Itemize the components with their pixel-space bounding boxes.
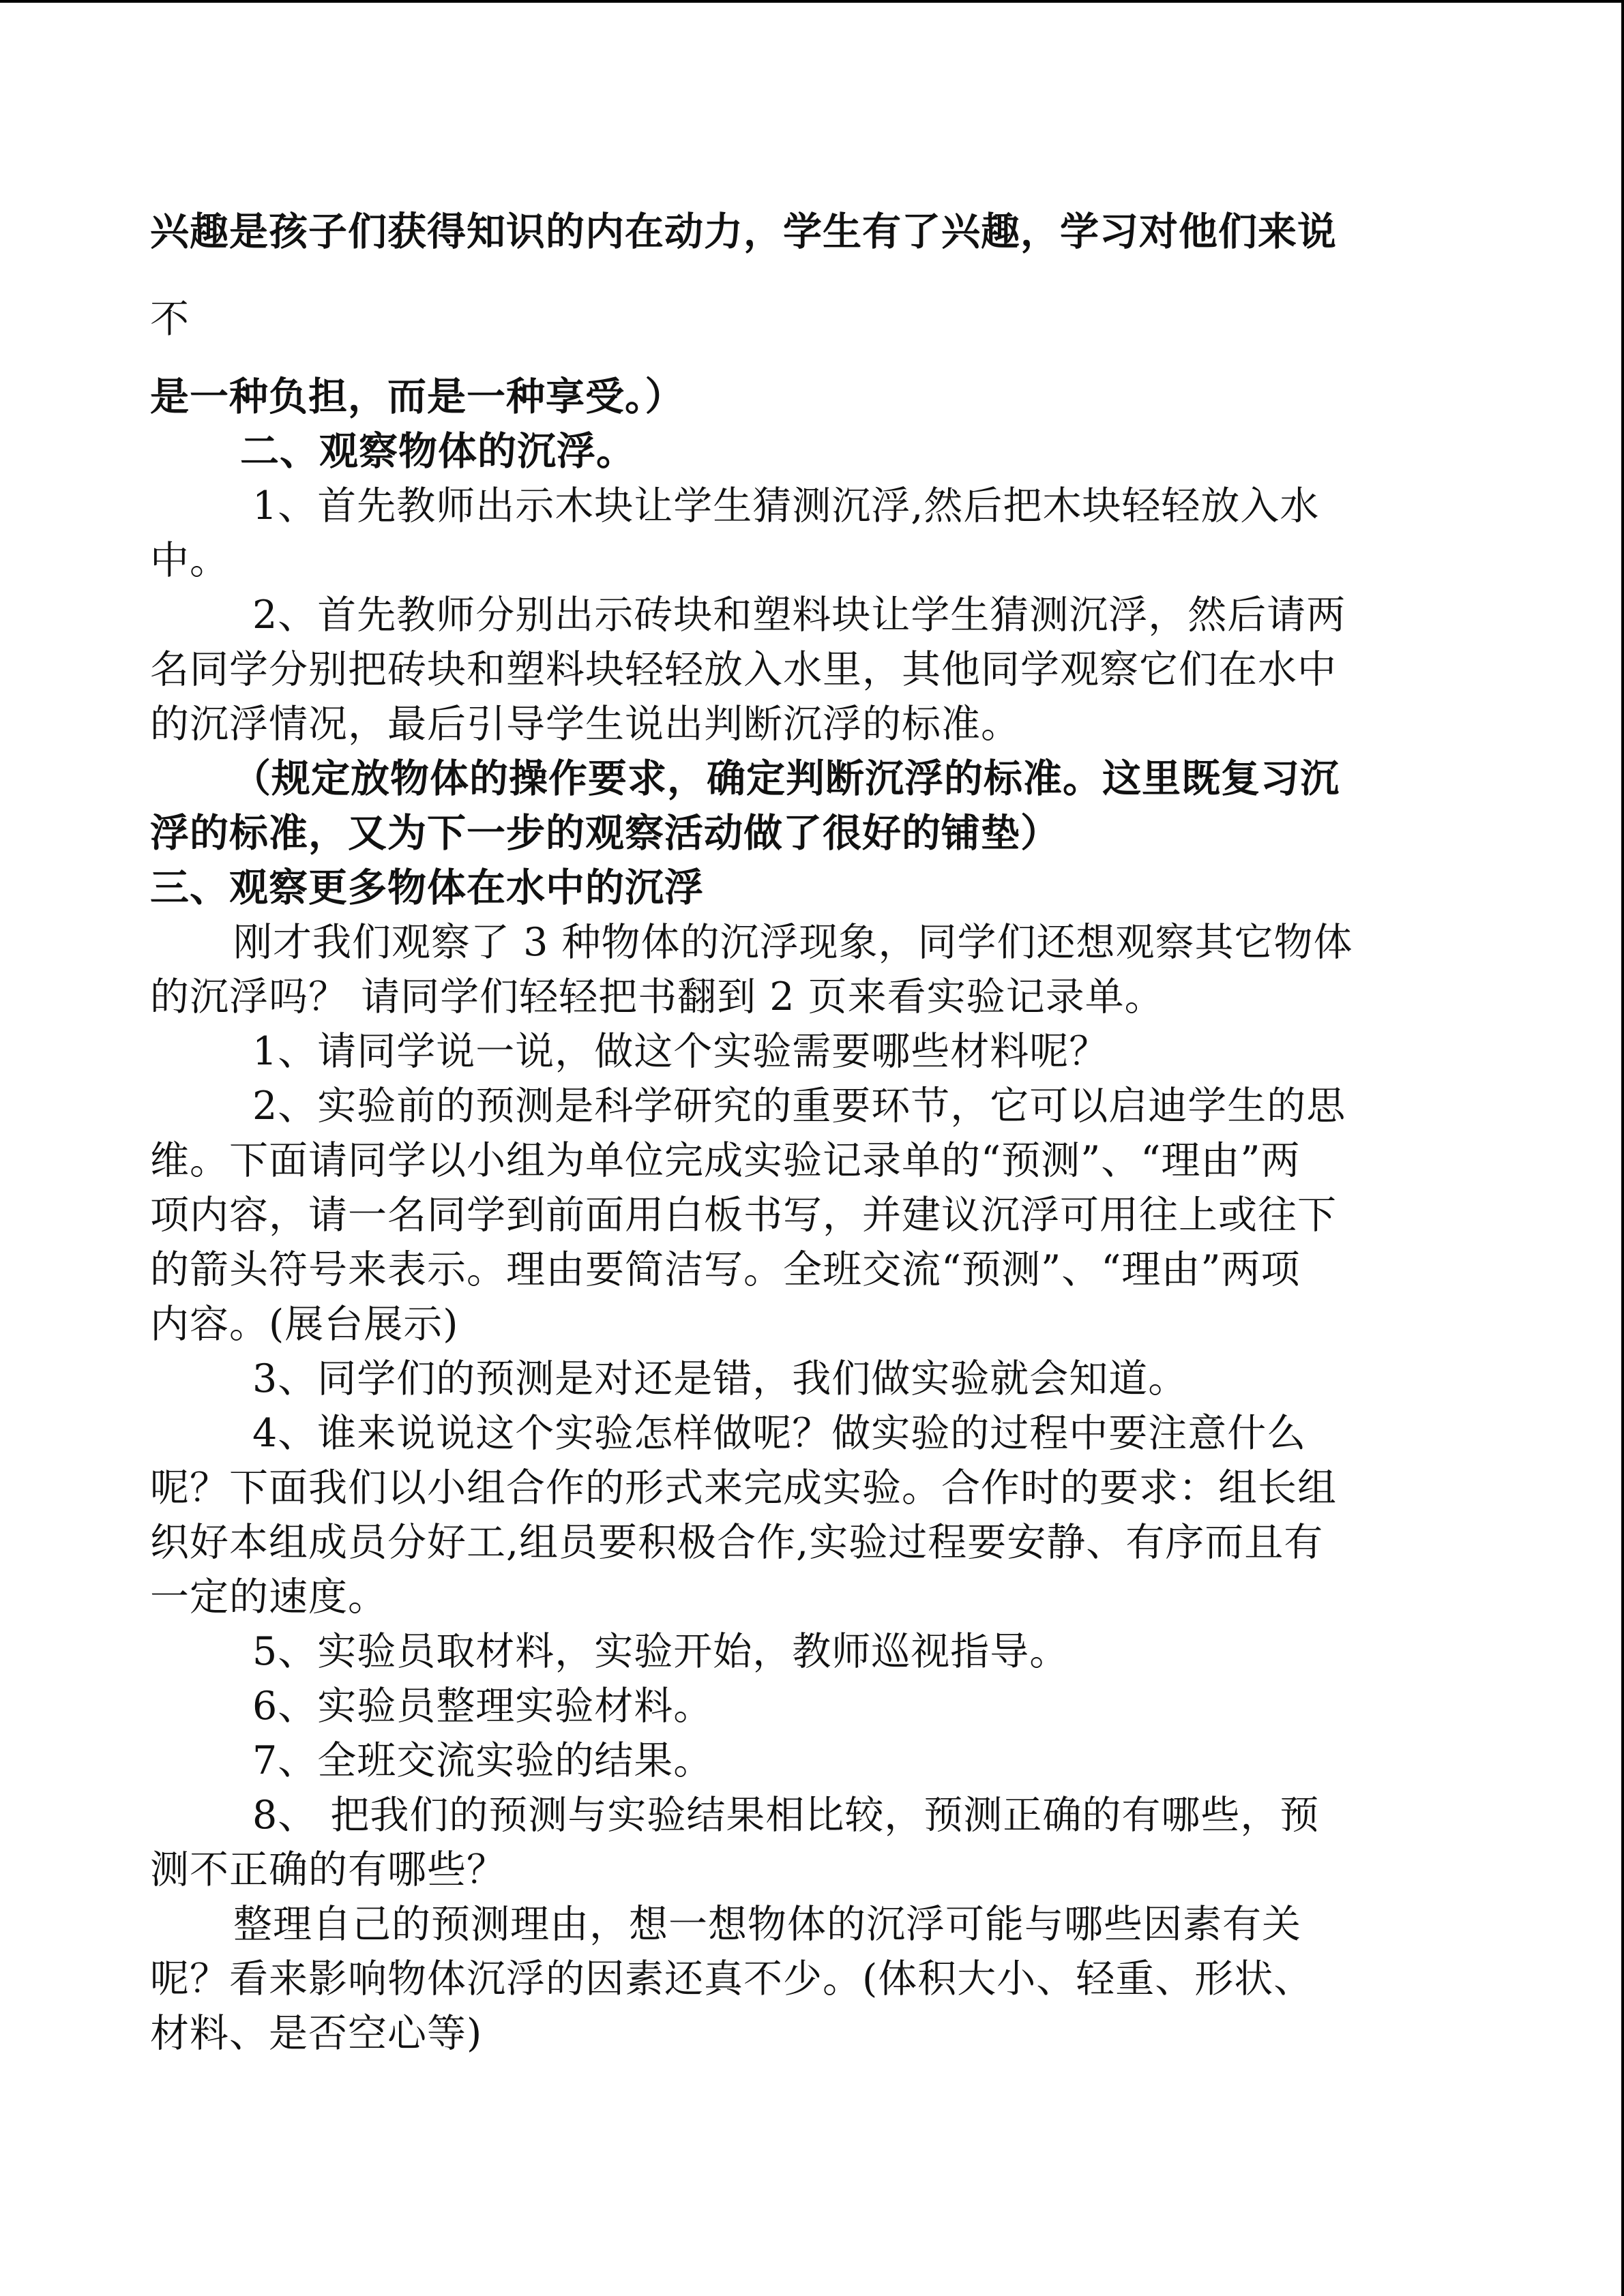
s3-paragraph1-line-a: 刚才我们观察了 3 种物体的沉浮现象，同学们还想观察其它物体 xyxy=(233,920,1353,965)
s3-item2-line-e: 内容。(展台展示) xyxy=(150,1302,459,1347)
s3-item5-line: 5、实验员取材料，实验开始，教师巡视指导。 xyxy=(252,1629,1069,1674)
s2-item1-line-a: 1、首先教师出示木块让学生猜测沉浮,然后把木块轻轻放入水 xyxy=(252,483,1320,528)
s2-item2-line-c: 的沉浮情况，最后引导学生说出判断沉浮的标准。 xyxy=(150,702,1020,747)
s3-item8-line-b: 测不正确的有哪些？ xyxy=(150,1847,506,1892)
s3-item2-line-c: 项内容，请一名同学到前面用白板书写，并建议沉浮可用往上或往下 xyxy=(150,1193,1337,1238)
s3-paragraph2-line-a: 整理自己的预测理由，想一想物体的沉浮可能与哪些因素有关 xyxy=(233,1902,1301,1947)
s3-item2-line-a: 2、实验前的预测是科学研究的重要环节，它可以启迪学生的思 xyxy=(252,1084,1346,1129)
s3-item2-line-d: 的箭头符号来表示。理由要简洁写。全班交流“预测”、“理由”两项 xyxy=(150,1247,1301,1292)
s3-item7-line: 7、全班交流实验的结果。 xyxy=(252,1738,713,1783)
intro-line-2: 不 xyxy=(150,297,190,342)
s3-paragraph1-line-b: 的沉浮吗？ 请同学们轻轻把书翻到 2 页来看实验记录单。 xyxy=(150,974,1164,1019)
s3-item8-line-a: 8、 把我们的预测与实验结果相比较，预测正确的有哪些，预 xyxy=(252,1793,1320,1838)
s3-paragraph2-line-c: 材料、是否空心等) xyxy=(150,2011,483,2056)
s2-note-line-b: 浮的标准，又为下一步的观察活动做了很好的铺垫） xyxy=(150,811,1060,856)
intro-line-1: 兴趣是孩子们获得知识的内在动力，学生有了兴趣，学习对他们来说 xyxy=(150,209,1337,254)
s3-item6-line: 6、实验员整理实验材料。 xyxy=(252,1684,713,1729)
s2-item1-line-b: 中。 xyxy=(150,538,229,583)
s3-item4-line-b: 呢？下面我们以小组合作的形式来完成实验。合作时的要求：组长组 xyxy=(150,1465,1337,1510)
s2-note-line-a: （规定放物体的操作要求，确定判断沉浮的标准。这里既复习沉 xyxy=(232,756,1340,801)
s3-paragraph2-line-b: 呢？看来影响物体沉浮的因素还真不少。(体积大小、轻重、形状、 xyxy=(150,1956,1314,2001)
s3-item4-line-d: 一定的速度。 xyxy=(150,1575,387,1620)
s3-item2-line-b: 维。下面请同学以小组为单位完成实验记录单的“预测”、“理由”两 xyxy=(150,1138,1301,1183)
s3-item4-line-a: 4、谁来说说这个实验怎样做呢？做实验的过程中要注意什么 xyxy=(252,1411,1307,1456)
page-border-top xyxy=(0,0,1624,3)
intro-line-3: 是一种负担，而是一种享受。） xyxy=(150,374,685,419)
s3-item4-line-c: 织好本组成员分好工,组员要积极合作,实验过程要安静、有序而且有 xyxy=(150,1520,1324,1565)
section-3-heading: 三、观察更多物体在水中的沉浮 xyxy=(150,865,704,910)
s2-item2-line-a: 2、首先教师分别出示砖块和塑料块让学生猜测沉浮，然后请两 xyxy=(252,593,1346,638)
s2-item2-line-b: 名同学分别把砖块和塑料块轻轻放入水里，其他同学观察它们在水中 xyxy=(150,647,1337,692)
page-border-right xyxy=(1621,0,1624,2296)
s3-item1-line: 1、请同学说一说，做这个实验需要哪些材料呢？ xyxy=(252,1029,1109,1074)
s3-item3-line: 3、同学们的预测是对还是错，我们做实验就会知道。 xyxy=(252,1356,1188,1401)
section-2-heading: 二、观察物体的沉浮。 xyxy=(240,429,636,474)
